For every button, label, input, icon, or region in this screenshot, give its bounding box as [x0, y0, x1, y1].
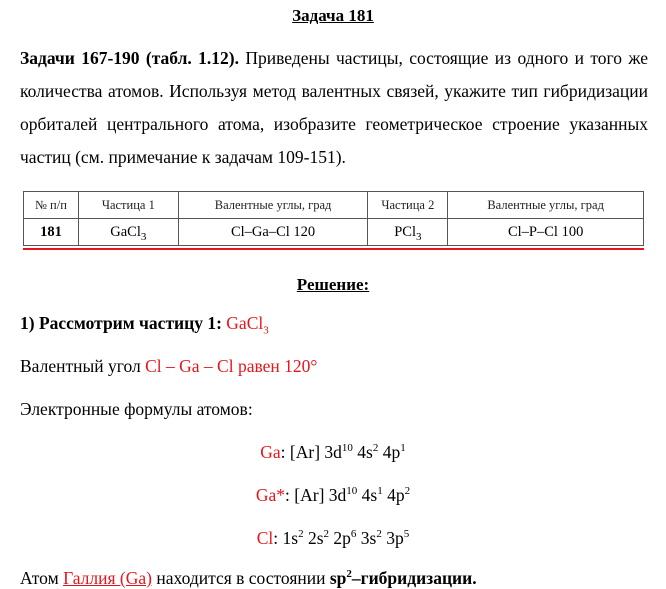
- parameters-table: [23, 191, 644, 246]
- hybridization-line: Атом Галлия (Ga) находится в состоянии $sp^2$–гибридизации.: [20, 568, 477, 588]
- ga-excited-electron-formula: Ga*: [Ar] $3d^{10}$ $4s^1$ $4p^2$: [255, 485, 411, 505]
- ga-electron-formula: Ga: [Ar] $3d^{10}$ $4s^2$ $4p^1$: [260, 442, 406, 462]
- header-particle-2: Частица 2: [368, 192, 448, 219]
- cell-number: 181: [24, 219, 79, 246]
- valence-angle-line: Валентный угол Cl – Ga – Cl равен 120°: [20, 356, 318, 376]
- cell-particle-1: GaCl$_3$: [78, 219, 178, 246]
- cell-angle-1: Cl–Ga–Cl 120: [178, 219, 368, 246]
- task-text: Приведены частицы, состоящие из одного и того же количества атомов. Используя метод валентных связей, укажите тип гибридизации орбиталей центрального атома, изобразите геометрическое строение указанных частиц (см. примечание к задачам 109-151).: [20, 48, 648, 167]
- solution-heading: Решение:: [296, 275, 370, 294]
- cell-angle-2: Cl–P–Cl 100: [448, 219, 644, 246]
- header-angles-1: Валентные углы, град: [178, 192, 368, 219]
- table-header-row: [24, 192, 644, 219]
- electron-formulas-heading: Электронные формулы атомов:: [20, 399, 253, 419]
- page-title: Задача 181: [292, 6, 374, 25]
- header-particle-1: Частица 1: [78, 192, 178, 219]
- cell-particle-2: PCl$_3$: [368, 219, 448, 246]
- task-ref: Задачи 167-190 (табл. 1.12).: [20, 48, 240, 68]
- header-angles-2: Валентные углы, град: [448, 192, 644, 219]
- table-red-underline: [23, 248, 644, 250]
- table-row: [24, 219, 644, 246]
- task-statement: [20, 42, 648, 174]
- header-number: № п/п: [24, 192, 79, 219]
- step-1-heading: 1) Рассмотрим частицу 1: GaCl$_3$: [20, 313, 269, 337]
- cl-electron-formula: Cl: $1s^2$ $2s^2$ $2p^6$ $3s^2$ $3p^5$: [256, 528, 410, 548]
